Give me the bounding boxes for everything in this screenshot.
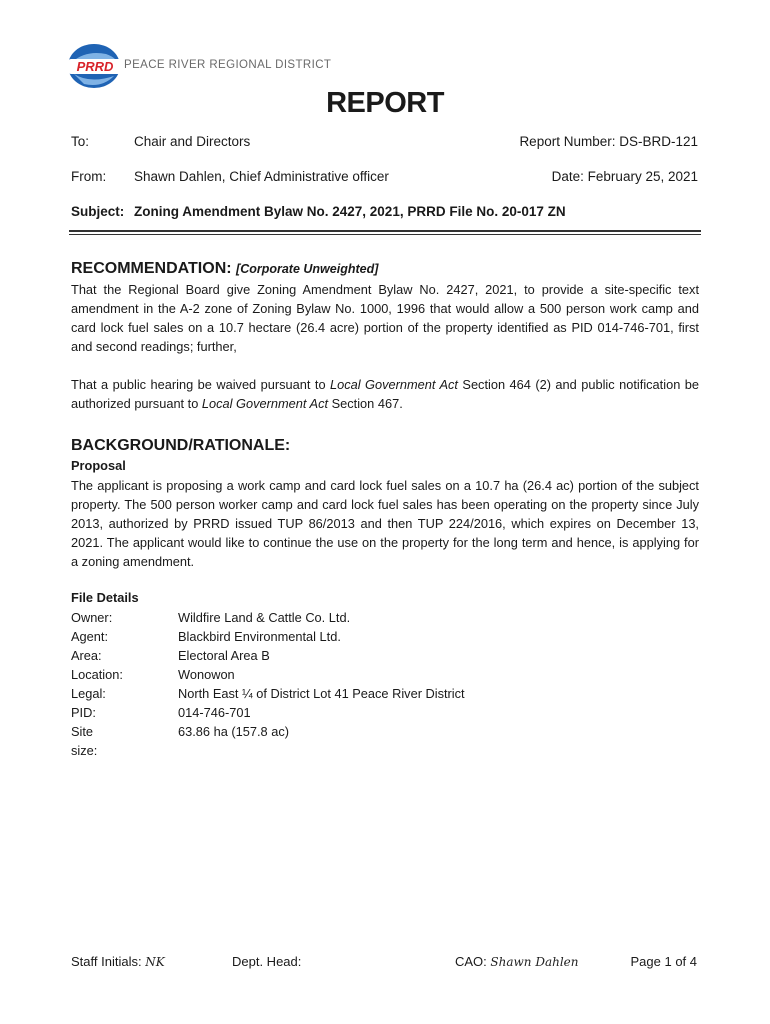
detail-key: Legal: [71,686,106,701]
para2-text-b: Section 464 (2) and public notification be authorized pursuant to [71,377,699,411]
staff-initials-label: Staff Initials: [71,954,142,969]
page-title: REPORT [326,87,444,119]
staff-initials-signature: NK [145,955,165,969]
detail-key: Area: [71,648,102,663]
header-divider-thin [69,234,701,235]
detail-key: PID: [71,705,96,720]
to-value: Chair and Directors [134,134,251,149]
recommendation-paragraph-2 [71,375,699,413]
from-label: From: [71,169,107,184]
detail-key: Owner: [71,610,113,625]
svg-text:PRRD: PRRD [76,59,114,74]
detail-value: 63.86 ha (157.8 ac) [178,724,289,739]
detail-value: Blackbird Environmental Ltd. [178,629,341,644]
act-reference-2: Local Government Act [201,396,329,411]
para2-text-a: That a public hearing be waived pursuant to [71,377,331,392]
cao-signature: Shawn Dahlen [490,955,579,969]
to-label: To: [71,134,90,149]
subject-label: Subject: [71,204,125,219]
report-number: Report Number: DS-BRD-121 [519,134,698,149]
detail-key: Agent: [71,629,108,644]
recommendation-title: RECOMMENDATION: [71,260,232,277]
detail-value: North East ¼ of District Lot 41 Peace River District [178,686,465,701]
detail-value: 014-746-701 [178,705,251,720]
recommendation-tag: [Corporate Unweighted] [236,262,379,276]
background-heading: BACKGROUND/RATIONALE: [71,437,291,454]
proposal-heading: Proposal [71,458,126,473]
from-value: Shawn Dahlen, Chief Administrative officer [134,169,389,184]
detail-key: Site size: [71,724,98,758]
detail-value: Wonowon [178,667,235,682]
header-divider [69,230,701,232]
report-date: Date: February 25, 2021 [551,169,698,184]
proposal-paragraph: The applicant is proposing a work camp and card lock fuel sales on a 10.7 ha (26.4 ac) portion of the subject property. The 500 person worker camp and card lock fuel sales has been operating on the property since July 2013, authorized by PRRD issued TUP 86/2013 and then TUP 224/2016, which expires on December 13, 2021. The applicant would like to continue the use on the property for the long term and hence, is applying for a zoning amendment. [71,478,699,569]
staff-initials [71,954,165,969]
detail-value: Electoral Area B [178,648,270,663]
recommendation-heading [71,260,378,278]
page-number: Page 1 of 4 [630,954,697,969]
detail-value: Wildfire Land & Cattle Co. Ltd. [178,610,351,625]
file-details-heading: File Details [71,590,139,605]
detail-key: Location: [71,667,123,682]
dept-head: Dept. Head: [232,954,302,969]
organization-name: PEACE RIVER REGIONAL DISTRICT [124,59,332,71]
act-reference-1: Local Government Act [330,377,458,392]
prrd-logo-icon [66,42,126,90]
subject-value: Zoning Amendment Bylaw No. 2427, 2021, PRRD File No. 20-017 ZN [134,204,566,219]
cao-signoff [455,954,579,969]
cao-label: CAO: [455,954,487,969]
para2-text-c: Section 467. [328,396,403,411]
recommendation-paragraph-1: That the Regional Board give Zoning Amendment Bylaw No. 2427, 2021, to provide a site-specific text amendment in the A-2 zone of Zoning Bylaw No. 1000, 1996 that would allow a 500 person work camp and card lock fuel sales on a 10.7 hectare (26.4 acre) portion of the property identified as PID 014-746-701, first and second readings; further, [71,282,699,354]
